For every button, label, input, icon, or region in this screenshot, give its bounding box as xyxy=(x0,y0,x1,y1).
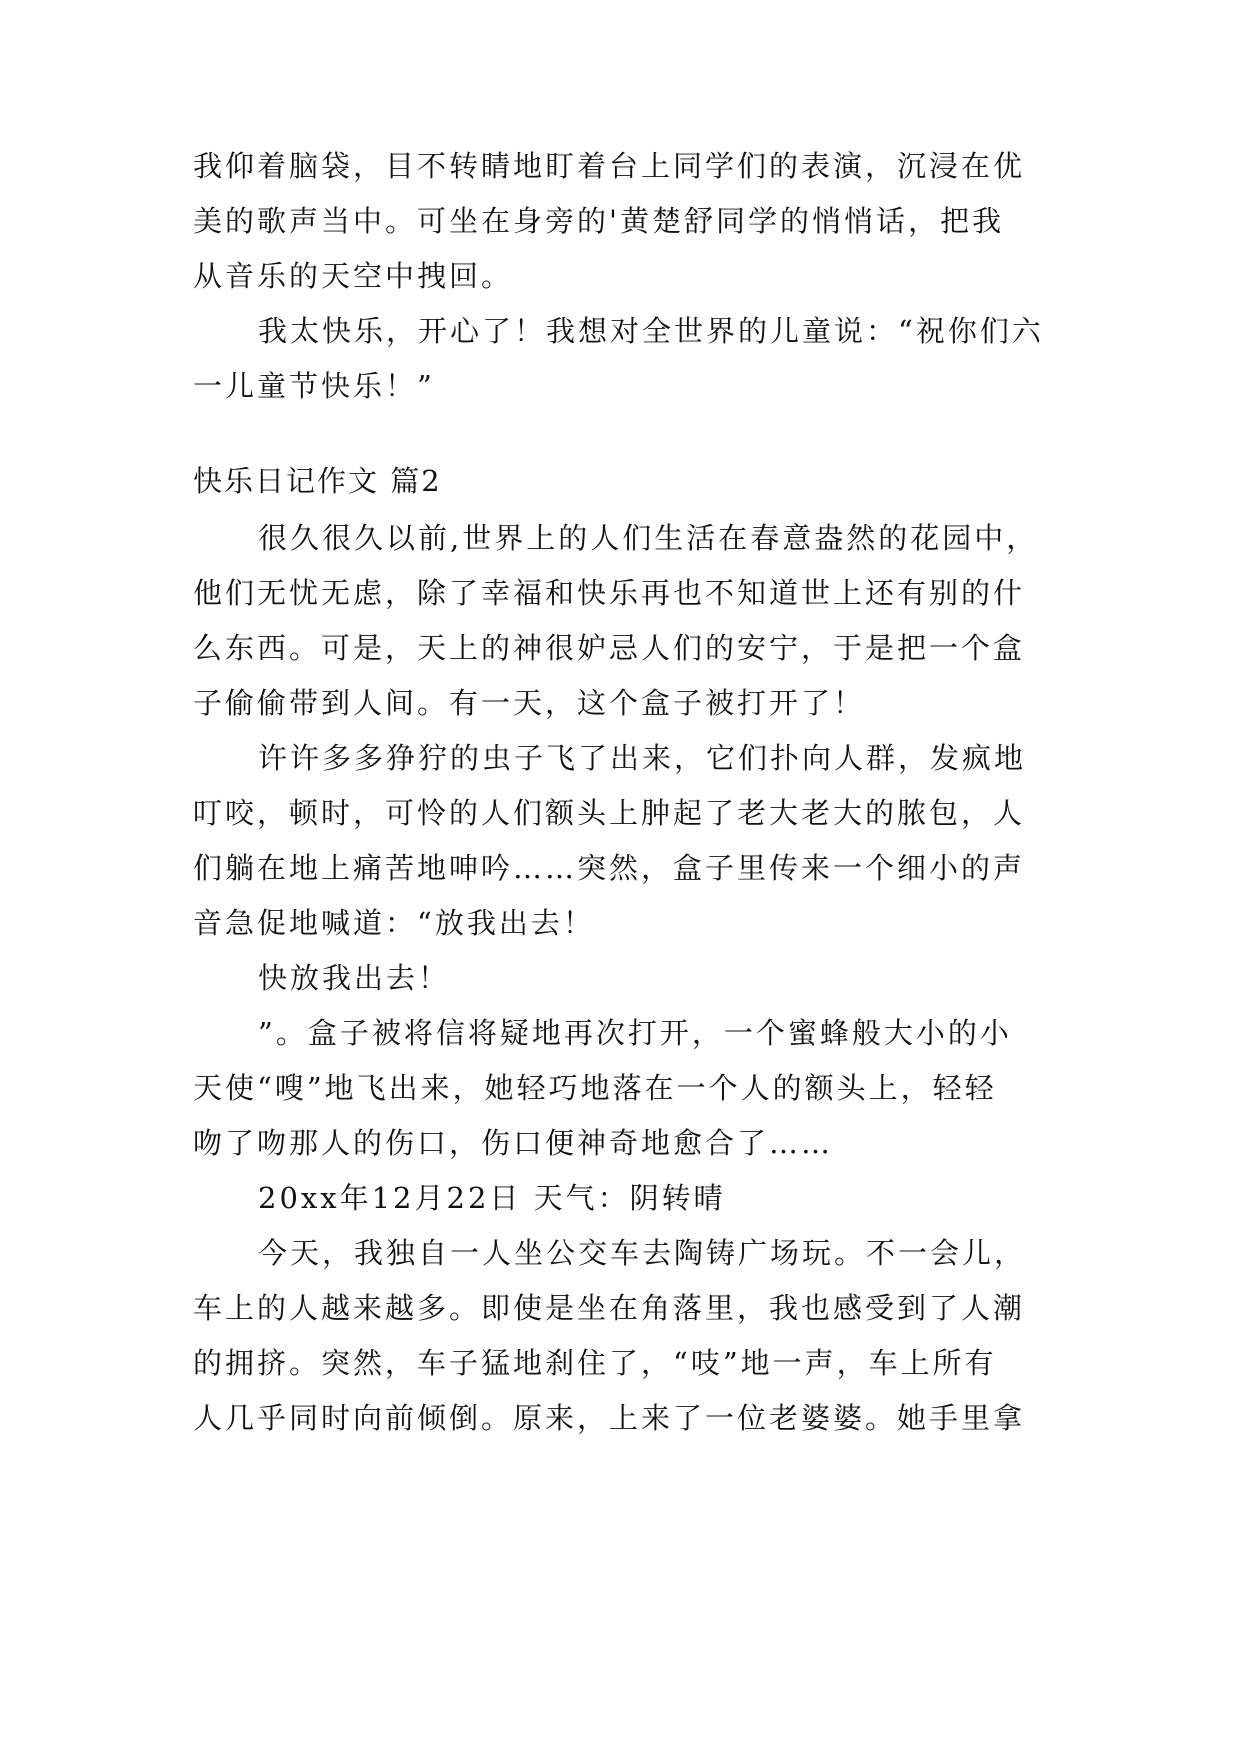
text-line: 美的歌声当中。可坐在身旁的'黄楚舒同学的悄悄话，把我 xyxy=(193,204,1004,238)
text-line: 们躺在地上痛苦地呻吟……突然，盒子里传来一个细小的声 xyxy=(193,851,1026,885)
text-line: 音急促地喊道：“放我出去！ xyxy=(193,906,595,940)
text-line: 一儿童节快乐！” xyxy=(193,369,435,403)
text-line: 他们无忧无虑，除了幸福和快乐再也不知道世上还有别的什 xyxy=(193,576,1026,610)
text-line: 车上的人越来越多。即使是坐在角落里，我也感受到了人潮 xyxy=(193,1291,1026,1325)
text-line: 今天，我独自一人坐公交车去陶铸广场玩。不一会儿， xyxy=(258,1236,1027,1270)
text-line: 我仰着脑袋，目不转睛地盯着台上同学们的表演，沉浸在优 xyxy=(193,149,1026,183)
text-line: 么东西。可是，天上的神很妒忌人们的安宁，于是把一个盒 xyxy=(193,631,1026,665)
text-line: 很久很久以前,世界上的人们生活在春意盎然的花园中， xyxy=(258,521,1039,555)
section-title: 快乐日记作文 篇2 xyxy=(193,464,442,498)
date-line: 20xx年12月22日 天气：阴转晴 xyxy=(258,1181,726,1215)
text-line: 吻了吻那人的伤口，伤口便神奇地愈合了…… xyxy=(193,1126,834,1160)
text-line: 的拥挤。突然，车子猛地刹住了，“吱”地一声，车上所有 xyxy=(193,1346,997,1380)
text-line: 快放我出去！ xyxy=(258,961,451,995)
text-line: 我太快乐，开心了！我想对全世界的儿童说：“祝你们六 xyxy=(258,314,1044,348)
text-line: 从音乐的天空中拽回。 xyxy=(193,259,514,293)
text-line: 人几乎同时向前倾倒。原来，上来了一位老婆婆。她手里拿 xyxy=(193,1401,1026,1435)
text-line: 子偷偷带到人间。有一天，这个盒子被打开了！ xyxy=(193,686,866,720)
text-line: 许许多多狰狞的虫子飞了出来，它们扑向人群，发疯地 xyxy=(258,741,1027,775)
text-line: ”。盒子被将信将疑地再次打开，一个蜜蜂般大小的小 xyxy=(258,1016,1012,1050)
text-line: 天使“嗖”地飞出来，她轻巧地落在一个人的额头上，轻轻 xyxy=(193,1071,997,1105)
text-line: 叮咬，顿时，可怜的人们额头上肿起了老大老大的脓包，人 xyxy=(193,796,1026,830)
